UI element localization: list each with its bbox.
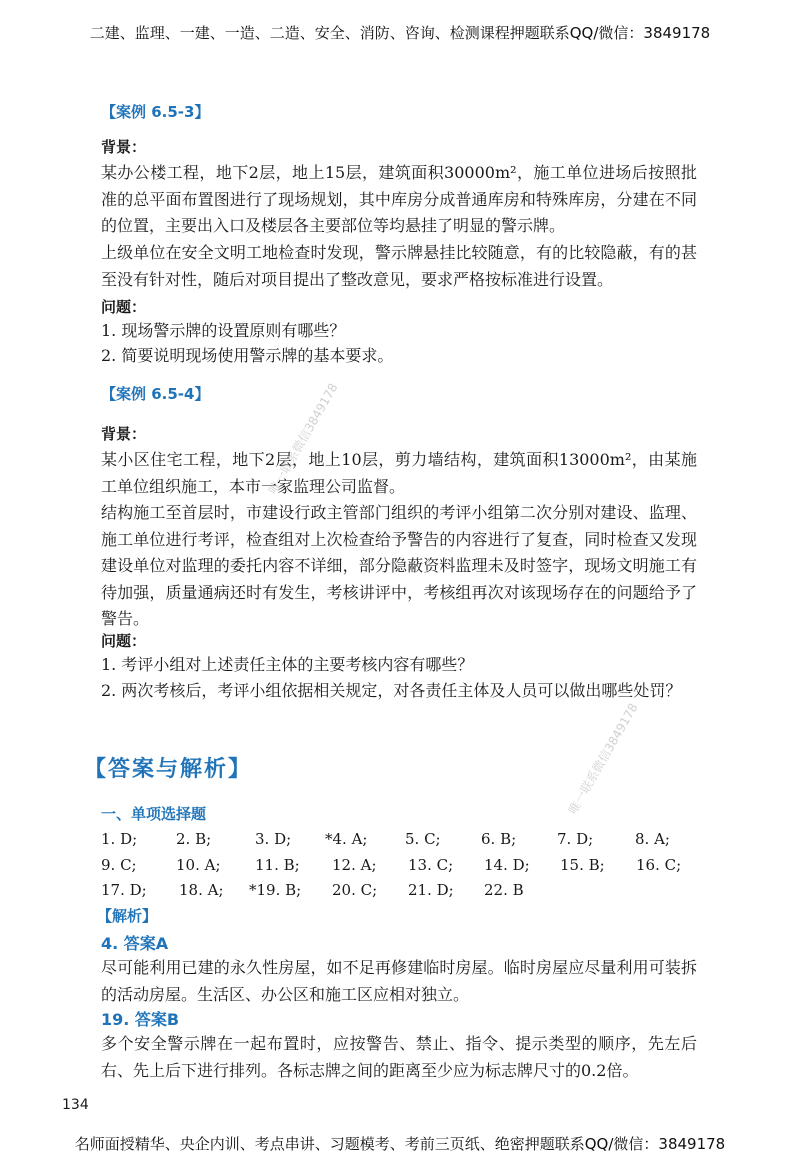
answer-4-explanation: 尽可能利用已建的永久性房屋，如不足再修建临时房屋。临时房屋应尽量利用可装拆的活动房屋。生活区、办公区和施工区应相对独立。 — [101, 958, 697, 1004]
answer-item: 12. A; — [332, 856, 377, 874]
answer-item: 21. D; — [408, 881, 454, 899]
answer-row — [101, 830, 721, 856]
answer-item: *19. B; — [249, 881, 302, 899]
answer-item: 5. C; — [405, 830, 441, 848]
answer-item: 8. A; — [635, 830, 670, 848]
answer-item: *4. A; — [325, 830, 368, 848]
questions-label: 问题： — [101, 632, 147, 650]
answer-item: 2. B; — [176, 830, 212, 848]
answers-heading: 【答案与解析】 — [84, 757, 253, 782]
answer-4-heading: 4. 答案A — [101, 934, 169, 953]
answer-item: 22. B — [484, 881, 524, 899]
background-label: 背景： — [101, 425, 147, 443]
watermark-text: 唯一联系微信3849178 — [265, 380, 341, 497]
answer-item: 3. D; — [255, 830, 292, 848]
answer-item: 9. C; — [101, 856, 137, 874]
answer-item: 7. D; — [557, 830, 594, 848]
answer-item: 14. D; — [484, 856, 530, 874]
case2-background-para-1: 某小区住宅工程，地下2层，地上10层，剪力墙结构，建筑面积13000m²，由某施工单位组织施工，本市一家监理公司监督。 — [101, 450, 697, 496]
bottom-banner: 名师面授精华、央企内训、考点串讲、习题模考、考前三页纸、绝密押题联系QQ/微信：3849178 — [74, 1135, 726, 1153]
answer-item: 20. C; — [332, 881, 378, 899]
answer-item: 15. B; — [560, 856, 605, 874]
case2-background-para-2: 结构施工至首层时，市建设行政主管部门组织的考评小组第二次分别对建设、监理、施工单位进行考评，检查组对上次检查给予警告的内容进行了复查，同时检查又发现建设单位对监理的委托内容不详细，部分隐蔽资料监理未及时签字，现场文明施工有待加强，质量通病还时有发生，考核讲评中，考核组再次对该现场存在的问题给予了警告。 — [101, 503, 697, 628]
answer-row — [101, 856, 721, 882]
case1-question-2: 2. 简要说明现场使用警示牌的基本要求。 — [101, 346, 394, 365]
answer-row — [101, 881, 721, 907]
answer-item: 18. A; — [179, 881, 224, 899]
case-title-6-5-4: 【案例 6.5-4】 — [101, 385, 210, 403]
answer-item: 13. C; — [408, 856, 454, 874]
answer-19-heading: 19. 答案B — [101, 1010, 180, 1029]
answer-item: 17. D; — [101, 881, 147, 899]
answer-19-explanation: 多个安全警示牌在一起布置时，应按警告、禁止、指令、提示类型的顺序，先左后右、先上后下进行排列。各标志牌之间的距离至少应为标志牌尺寸的0.2倍。 — [101, 1034, 697, 1080]
background-label: 背景： — [101, 138, 147, 156]
answer-item: 10. A; — [176, 856, 221, 874]
case1-question-1: 1. 现场警示牌的设置原则有哪些？ — [101, 321, 346, 340]
case1-background-para-2: 上级单位在安全文明工地检查时发现，警示牌悬挂比较随意，有的比较隐蔽，有的甚至没有针对性，随后对项目提出了整改意见，要求严格按标准进行设置。 — [101, 243, 697, 289]
questions-label: 问题： — [101, 298, 147, 316]
case-title-6-5-3: 【案例 6.5-3】 — [101, 103, 210, 121]
top-banner: 二建、监理、一建、一造、二造、安全、消防、咨询、检测课程押题联系QQ/微信：3849178 — [89, 24, 711, 42]
case1-background-para-1: 某办公楼工程，地下2层，地上15层，建筑面积30000m²，施工单位进场后按照批准的总平面布置图进行了现场规划，其中库房分成普通库房和特殊库房，分建在不同的位置，主要出入口及楼层各主要部位等均悬挂了明显的警示牌。 — [101, 163, 697, 235]
multiple-choice-heading: 一、单项选择题 — [101, 805, 207, 823]
answer-item: 16. C; — [636, 856, 682, 874]
case2-question-1: 1. 考评小组对上述责任主体的主要考核内容有哪些？ — [101, 655, 474, 674]
analysis-label: 【解析】 — [97, 907, 158, 925]
answer-item: 6. B; — [481, 830, 517, 848]
page-number: 134 — [62, 1097, 89, 1113]
answer-item: 1. D; — [101, 830, 138, 848]
watermark-text: 唯一联系微信3849178 — [565, 700, 641, 817]
answer-item: 11. B; — [255, 856, 300, 874]
case2-question-2: 2. 两次考核后，考评小组依据相关规定，对各责任主体及人员可以做出哪些处罚？ — [101, 681, 682, 700]
